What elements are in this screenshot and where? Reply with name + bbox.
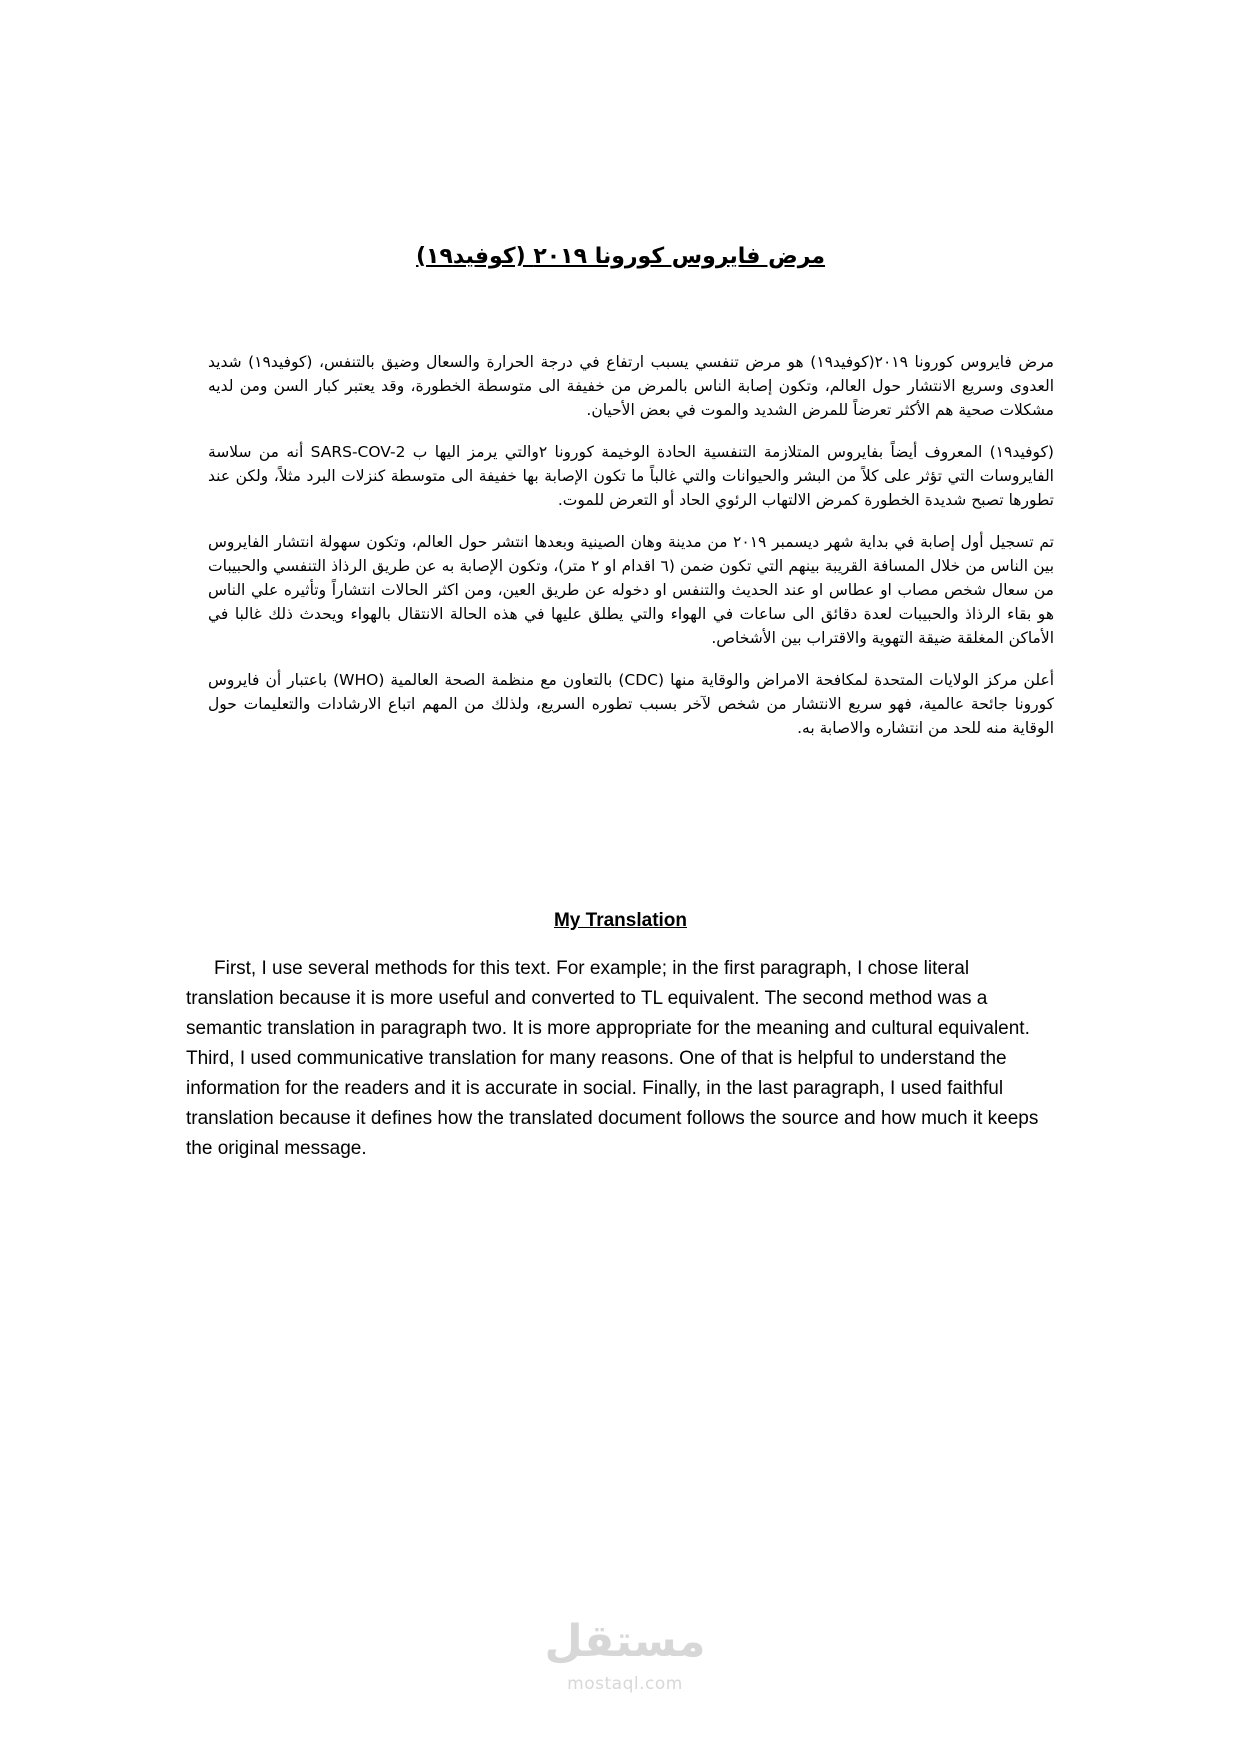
arabic-paragraph-3: تم تسجيل أول إصابة في بداية شهر ديسمبر ٢٠١٩ من مدينة وهان الصينية وبعدها انتشر حول العالم، وتكون سهولة انتشار الفايروس بين الناس من خلال المسافة القريبة بينهم التي تكون ضمن (٦ اقدام او ٢ متر)، وتكون الإصابة به عن طريق الرذاذ التنفسي والحبيبات من سعال شخص مصاب او عطاس او عند الحديث والتنفس او دخوله عن طريق العين، ومن اكثر الحالات انتشاراً وتأثيره علي الناس هو بقاء الرذاذ والحبيبات لعدة دقائق الى ساعات في الهواء والتي يطلق عليها في هذه الحالة الانتقال بالهواء ويحدث ذلك غالبا في الأماكن المغلقة ضيقة التهوية والاقتراب بين الأشخاص. (208, 533, 1055, 647)
mostaql-watermark (540, 1612, 710, 1722)
watermark-logo: مستقل (544, 1616, 706, 1667)
translation-paragraph: First, I use several methods for this text. For example; in the first paragraph, I chose literal translation because it is more useful and converted to TL equivalent. The second method was a semantic translation in paragraph two. It is more appropriate for the meaning and cultural equivalent. Third, I used communicative translation for many reasons. One of that is helpful to understand the information for the readers and it is accurate in social. Finally, in the last paragraph, I used faithful translation because it defines how the translated document follows the source and how much it keeps the original message. (186, 958, 1039, 1159)
arabic-body (208, 350, 1054, 758)
arabic-paragraph-4: أعلن مركز الولايات المتحدة لمكافحة الامراض والوقاية منها (CDC) بالتعاون مع منظمة الصحة العالمية (WHO) باعتبار أن فايروس كورونا جائحة عالمية، فهو سريع الانتشار من شخص لآخر بسبب تطوره السريع، ولذلك من المهم اتباع الارشادات والتعليمات حول الوقاية منه للحد من انتشاره والاصابة به. (208, 671, 1055, 737)
arabic-title: مرض فايروس كورونا ٢٠١٩ (كوفيد١٩) (415, 244, 826, 269)
translation-title: My Translation (553, 910, 688, 931)
arabic-paragraph-1: مرض فايروس كورونا ٢٠١٩(كوفيد١٩) هو مرض تنفسي يسبب ارتفاع في درجة الحرارة والسعال وضيق بالتنفس، (كوفيد١٩) شديد العدوى وسريع الانتشار حول العالم، وتكون إصابة الناس بالمرض من خفيفة الى متوسطة الخطورة، وقد يعتبر كبار السن ومن لديه مشكلات صحية هم الأكثر تعرضاً للمرض الشديد والموت في بعض الأحيان. (208, 353, 1054, 419)
watermark-domain: mostaql.com (567, 1674, 683, 1694)
arabic-paragraph-2: (كوفيد١٩) المعروف أيضاً بفايروس المتلازمة التنفسية الحادة الوخيمة كورونا ٢والتي يرمز اليها ب SARS-COV-2 أنه من سلاسة الفايروسات التي تؤثر على كلاً من البشر والحيوانات والتي غالباً ما تكون الإصابة بها خفيفة الى متوسطة كنزلات البرد مثلاً، ولكن عند تطورها تصبح شديدة الخطورة كمرض الالتهاب الرئوي الحاد أو التعرض للموت. (208, 443, 1054, 509)
